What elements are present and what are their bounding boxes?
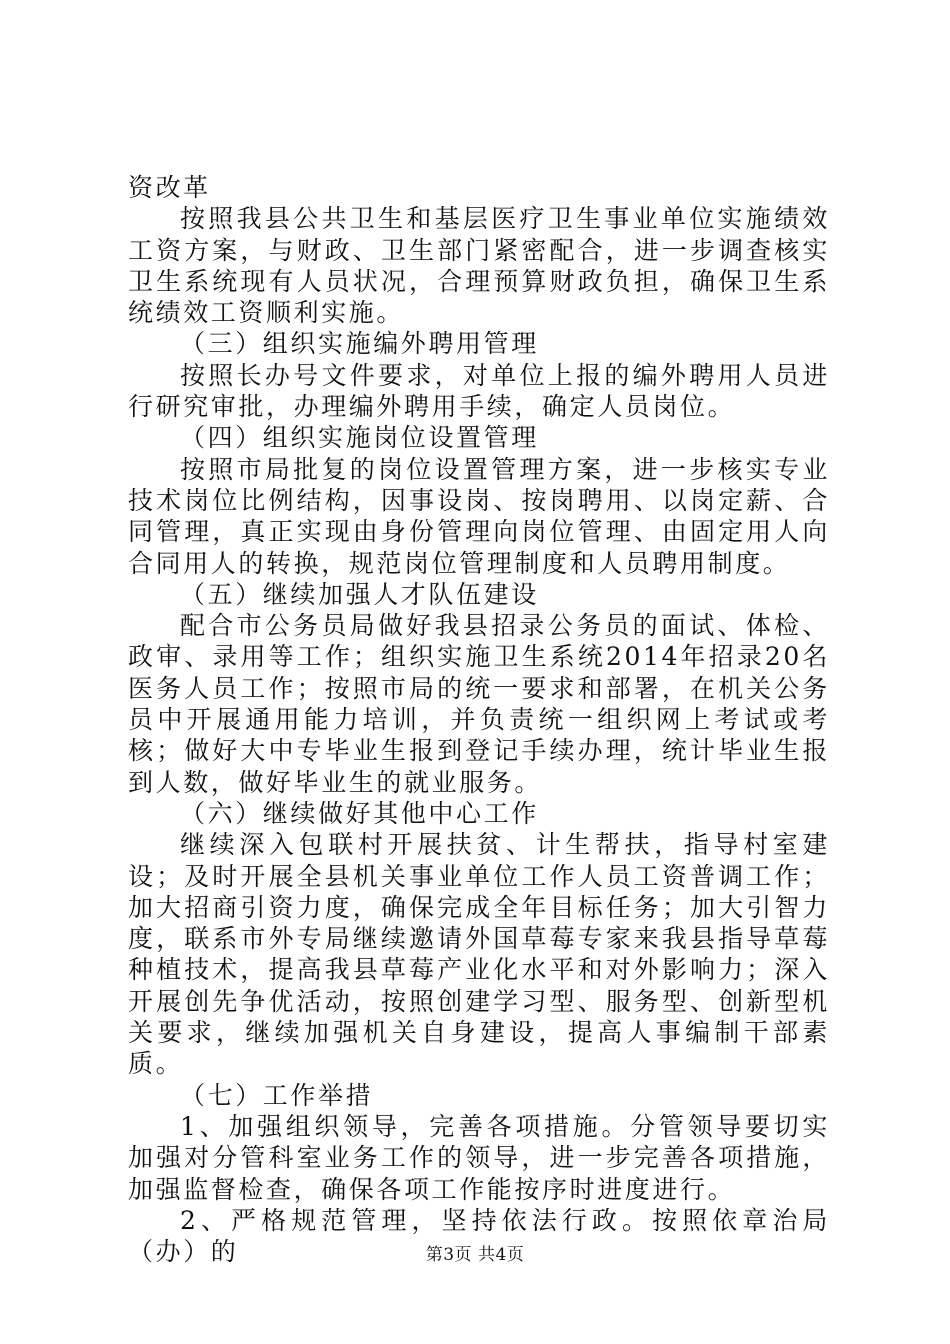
page-number-footer: 第3页 共4页: [425, 1245, 525, 1265]
section-heading-5: （五）继续加强人才队伍建设: [180, 579, 539, 609]
section-heading-7: （七）工作举措: [180, 1080, 374, 1110]
paragraph-measure-2: 2、严格规范管理，坚持依法行政。按照依章治局（办）的: [128, 1205, 830, 1267]
paragraph-performance-pay: 按照我县公共卫生和基层医疗卫生事业单位实施绩效工资方案，与财政、卫生部门紧密配合，进一步调查核实卫生系统现有人员状况，合理预算财政负担，确保卫生系统绩效工资顺利实施。: [128, 204, 830, 328]
section-heading-6: （六）继续做好其他中心工作: [180, 798, 539, 828]
paragraph-external-hiring: 按照长办号文件要求，对单位上报的编外聘用人员进行研究审批，办理编外聘用手续，确定人员岗位。: [128, 360, 830, 422]
paragraph-talent-team: 配合市公务员局做好我县招录公务员的面试、体检、政审、录用等工作；组织实施卫生系统2014年招录20名医务人员工作；按照市局的统一要求和部署，在机关公务员中开展通用能力培训，并负责统一组织网上考试或考核；做好大中专毕业生报到登记手续办理，统计毕业生报到人数，做好毕业生的就业服务。: [128, 611, 830, 797]
paragraph-other-work: 继续深入包联村开展扶贫、计生帮扶，指导村室建设；及时开展全县机关事业单位工作人员工资普调工作；加大招商引资力度，确保完成全年目标任务；加大引智力度，联系市外专局继续邀请外国草莓专家来我县指导草莓种植技术，提高我县草莓产业化水平和对外影响力；深入开展创先争优活动，按照创建学习型、服务型、创新型机关要求，继续加强机关自身建设，提高人事编制干部素质。: [128, 830, 830, 1079]
section-heading-3: （三）组织实施编外聘用管理: [180, 329, 539, 359]
document-body: [128, 172, 830, 1267]
paragraph-post-setting: 按照市局批复的岗位设置管理方案，进一步核实专业技术岗位比例结构，因事设岗、按岗聘用、以岗定薪、合同管理，真正实现由身份管理向岗位管理、由固定用人向合同用人的转换，规范岗位管理制度和人员聘用制度。: [128, 454, 830, 578]
paragraph-measure-1: 1、加强组织领导，完善各项措施。分管领导要切实加强对分管科室业务工作的领导，进一步完善各项措施，加强监督检查，确保各项工作能按序时进度进行。: [128, 1111, 830, 1204]
section-heading-4: （四）组织实施岗位设置管理: [180, 423, 539, 453]
paragraph-continuation: 资改革: [128, 173, 211, 202]
